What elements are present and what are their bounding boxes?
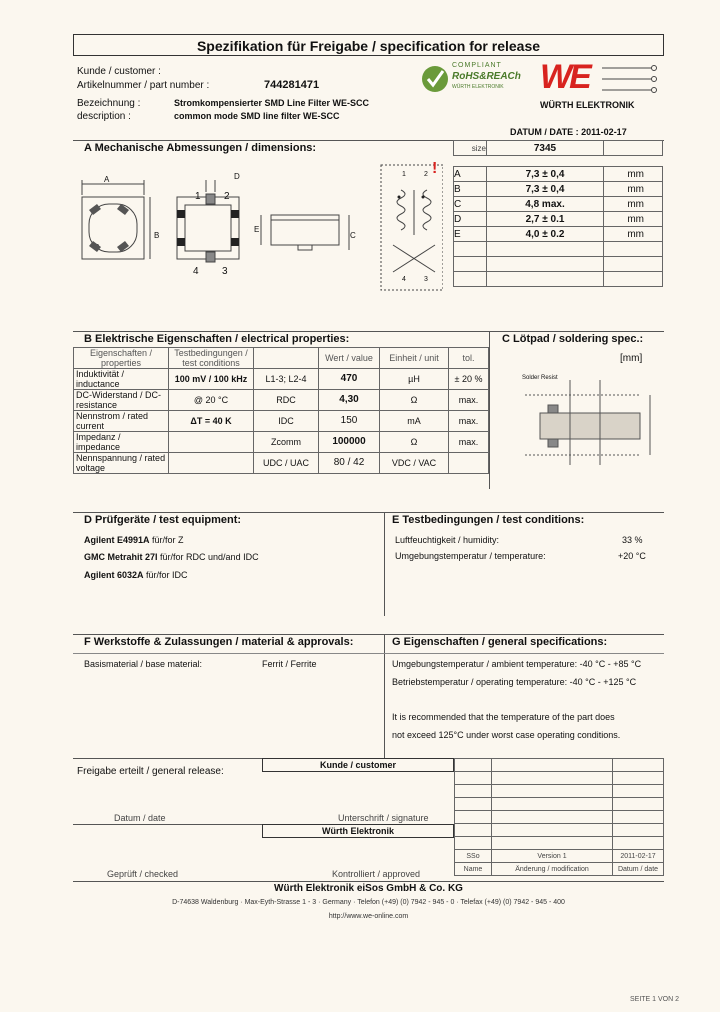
dim-label-d: D	[234, 172, 240, 181]
recommendation-1: It is recommended that the temperature of the part does	[392, 712, 615, 722]
electrical-table: Eigenschaften / properties Testbedingungen / test conditions Wert / value Einheit / unit tol. Induktivität / inductance 100 mV / 100 kHz L1-3; L2-4 470 µH ± 20 % DC-Widerstand / DC-resistance @ 20 °C RDC 4,30 Ω max. Nennstrom / rated current ΔT = 40 K IDC 150 mA max. Impedanz / impedance Zcomm 100000 Ω max. Nennspannung / rated voltage UDC / UAC 80 / 42 VDC / VAC	[73, 347, 489, 474]
page-number: SEITE 1 VON 2	[630, 996, 680, 1003]
brand-name: WÜRTH ELEKTRONIK	[540, 100, 635, 110]
test-cond-temp: Umgebungstemperatur / temperature:	[395, 551, 546, 561]
table-row: DC-Widerstand / DC-resistance @ 20 °C RDC 4,30 Ω max.	[74, 390, 489, 411]
part-number: 744281471	[264, 79, 320, 91]
pin-label-3: 3	[222, 266, 228, 277]
test-cond-humidity-value: 33 %	[622, 535, 643, 545]
section-c-title: C Lötpad / soldering spec.:	[502, 333, 644, 345]
table-row: D 2,7 ± 0.1 mm	[454, 212, 663, 227]
rohs-check-icon	[420, 62, 450, 96]
dim-label-a: A	[104, 175, 110, 184]
section-a-title: A Mechanische Abmessungen / dimensions:	[84, 142, 317, 154]
customer-box	[262, 758, 454, 772]
signature-label: Unterschrift / signature	[338, 813, 429, 823]
table-row: Name Änderung / modification Datum / date	[455, 863, 664, 876]
dimension-drawing	[73, 160, 443, 310]
customer-label: Kunde / customer :	[77, 66, 161, 77]
company-address: D-74638 Waldenburg · Max-Eyth-Strasse 1 - 3 · Germany · Telefon (+49) (0) 7942 - 945 - 0 · Telefax (+49) (0) 7942 - 945 - 400	[172, 899, 565, 906]
equipment-1: Agilent E4991A für/for Z	[84, 535, 184, 545]
release-date-label: Datum / date	[114, 813, 166, 823]
solder-resist-label: Solder Resist	[522, 375, 558, 381]
page-title: Spezifikation für Freigabe / specification for release	[196, 38, 541, 54]
company-name: Würth Elektronik eiSos GmbH & Co. KG	[274, 883, 463, 894]
table-row: E 4,0 ± 0.2 mm	[454, 227, 663, 242]
table-row: Nennspannung / rated voltage UDC / UAC 80 / 42 VDC / VAC	[74, 453, 489, 474]
pin-label-4: 4	[193, 266, 199, 277]
operating-temp: Betriebstemperatur / operating temperature: -40 °C - +125 °C	[392, 677, 637, 687]
schem-label-4: 4	[402, 276, 406, 283]
recommendation-2: not exceed 125°C under worst case operating conditions.	[392, 730, 621, 740]
dim-label-e: E	[254, 225, 260, 234]
title-bar	[73, 34, 664, 56]
warning-mark: !	[432, 160, 438, 177]
ambient-temp: Umgebungstemperatur / ambient temperature: -40 °C - +85 °C	[392, 659, 642, 669]
customer-heading: Kunde / customer	[319, 760, 396, 770]
checked-label: Geprüft / checked	[107, 869, 179, 879]
we-heading: Würth Elektronik	[321, 826, 394, 836]
solder-pad-drawing	[500, 365, 660, 465]
dim-label-c: C	[350, 231, 356, 240]
desc-de-label: Bezeichnung :	[77, 98, 141, 109]
part-label: Artikelnummer / part number :	[77, 80, 210, 91]
test-cond-temp-value: +20 °C	[618, 551, 646, 561]
desc-en-label: description :	[77, 111, 131, 122]
section-e-title: E Testbedingungen / test conditions:	[392, 514, 585, 526]
pin-label-2: 2	[224, 191, 230, 202]
circuit-icon	[602, 62, 662, 96]
desc-de: Stromkompensierter SMD Line Filter WE-SCC	[174, 98, 370, 108]
rohs-text: RoHS&REACh	[452, 71, 521, 82]
section-d-title: D Prüfgeräte / test equipment:	[84, 514, 242, 526]
section-b-title: B Elektrische Eigenschaften / electrical properties:	[84, 333, 350, 345]
dim-label-b: B	[154, 231, 160, 240]
company-web[interactable]: http://www.we-online.com	[328, 913, 409, 920]
size-value: 7345	[487, 141, 604, 156]
table-row: Nennstrom / rated current ΔT = 40 K IDC 150 mA max.	[74, 411, 489, 432]
we-logo	[536, 60, 664, 112]
revision-table	[454, 758, 664, 876]
table-row: Induktivität / inductance 100 mV / 100 kHz L1-3; L2-4 470 µH ± 20 %	[74, 369, 489, 390]
section-f-title: F Werkstoffe & Zulassungen / material & approvals:	[84, 636, 354, 648]
compliant-text: COMPLIANT	[452, 62, 502, 69]
dimensions-table	[453, 140, 663, 287]
we-box	[262, 824, 454, 838]
compliance-badge	[420, 62, 532, 96]
schem-label-3: 3	[424, 276, 428, 283]
general-release: Freigabe erteilt / general release:	[77, 766, 224, 777]
desc-en: common mode SMD line filter WE-SCC	[174, 111, 340, 121]
approved-label: Kontrolliert / approved	[332, 869, 421, 879]
pin-label-1: 1	[195, 191, 201, 202]
release-date: DATUM / DATE : 2011-02-17	[510, 127, 627, 137]
section-g-title: G Eigenschaften / general specifications:	[392, 636, 608, 648]
unit-label: [mm]	[620, 353, 643, 364]
table-row: Impedanz / impedance Zcomm 100000 Ω max.	[74, 432, 489, 453]
base-material-value: Ferrit / Ferrite	[262, 659, 317, 669]
equipment-2: GMC Metrahit 27I für/for RDC und/and IDC	[84, 552, 259, 562]
table-row: SSo Version 1 2011-02-17	[455, 850, 664, 863]
base-material-label: Basismaterial / base material:	[84, 659, 203, 669]
table-row: B 7,3 ± 0,4 mm	[454, 182, 663, 197]
schem-label-1: 1	[402, 171, 406, 178]
we-logo-mark: WE	[540, 58, 589, 96]
schem-label-2: 2	[424, 171, 428, 178]
equipment-3: Agilent 6032A für/for IDC	[84, 570, 188, 580]
test-cond-humidity: Luftfeuchtigkeit / humidity:	[395, 535, 500, 545]
table-row: C 4,8 max. mm	[454, 197, 663, 212]
compliant-we-text: WÜRTH ELEKTRONIK	[452, 84, 504, 90]
table-row: A 7,3 ± 0,4 mm	[454, 167, 663, 182]
size-label: size	[454, 141, 487, 156]
